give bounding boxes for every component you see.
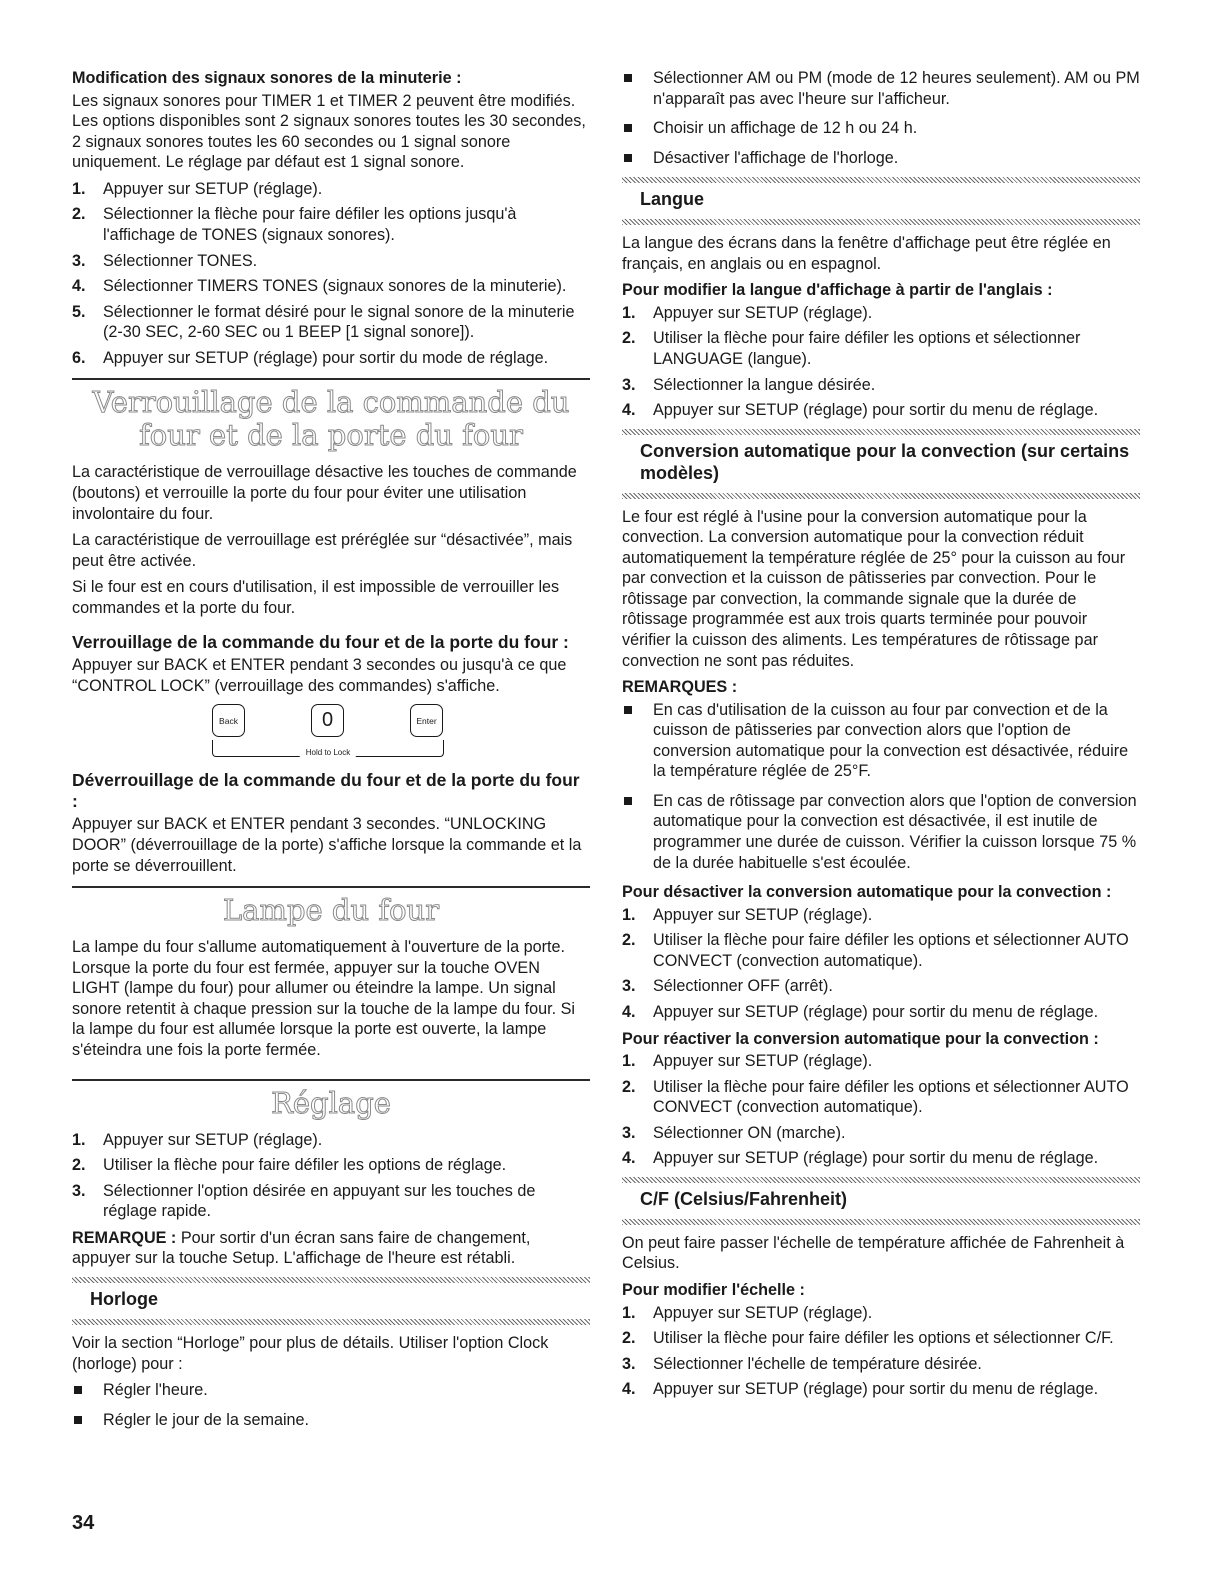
step-text: Sélectionner l'échelle de température désirée.: [653, 1354, 982, 1373]
step-item: [622, 1077, 1140, 1118]
bullet-item: [622, 700, 1140, 782]
step-text: Appuyer sur SETUP (réglage).: [103, 1130, 323, 1149]
bullet-item: [72, 1380, 590, 1401]
bullet-item: [622, 148, 1140, 169]
step-item: [72, 1181, 590, 1222]
zero-key: [311, 704, 344, 737]
bullet-text: Désactiver l'affichage de l'horloge.: [653, 148, 899, 167]
step-number: 3.: [622, 1354, 636, 1373]
zero-key-label: 0: [321, 709, 334, 732]
step-text: Utiliser la flèche pour faire défiler les options et sélectionner AUTO CONVECT (convection automatique).: [653, 931, 1129, 970]
square-bullet-icon: [74, 1386, 82, 1394]
lock-paragraph-2: La caractéristique de verrouillage est préréglée sur “désactivée”, mais peut être activée.: [72, 531, 573, 570]
convection-notes: [622, 700, 1140, 874]
step-item: [622, 1328, 1140, 1349]
back-key: [212, 704, 245, 737]
step-text: Appuyer sur SETUP (réglage).: [653, 1303, 873, 1322]
step-text: Appuyer sur SETUP (réglage) pour sortir du mode de réglage.: [103, 348, 549, 367]
step-item: [72, 276, 590, 297]
step-item: [622, 1354, 1140, 1375]
bullet-text: Régler l'heure.: [103, 1381, 208, 1400]
celsius-fahrenheit-steps: [622, 1303, 1140, 1400]
step-number: 2.: [622, 329, 636, 348]
bullet-item: [622, 791, 1140, 873]
convection-section-title: Conversion automatique pour la convection (sur certains modèles): [640, 440, 1130, 483]
convection-off-heading: Pour désactiver la conversion automatique pour la convection :: [622, 883, 1112, 902]
step-text: Sélectionner la flèche pour faire défiler les options jusqu'à l'affichage de TONES (signaux sonores).: [103, 205, 517, 244]
section-divider: [72, 1079, 590, 1081]
step-text: Appuyer sur SETUP (réglage).: [103, 179, 323, 198]
lamp-section-title: Lampe du four: [222, 893, 440, 928]
language-section-title: Langue: [640, 189, 705, 210]
bullet-text: En cas d'utilisation de la cuisson au four par convection et de la cuisson de pâtisseries par convection alors que l'option de conversion automatique pour la convection est désactivée, réduire la température réglée de 25°F.: [653, 700, 1129, 781]
page-number: 34: [72, 1512, 95, 1534]
back-key-label: Back: [219, 715, 238, 726]
step-item: [622, 1303, 1140, 1324]
step-text: Sélectionner la langue désirée.: [653, 375, 876, 394]
setup-note: [72, 1228, 590, 1269]
lamp-paragraph: La lampe du four s'allume automatiquement à l'ouverture de la porte. Lorsque la porte du four est fermée, appuyer sur la touche OVEN LIGHT (lampe du four) pour allumer ou éteindre la lampe. Un signal sonore retentit à chaque pression sur la touche de la lampe du four. Si la lampe du four est allumée lorsque la porte est ouverte, la lampe s'éteindra une fois la porte fermée.: [72, 938, 576, 1060]
convection-on-steps: [622, 1051, 1140, 1169]
step-number: 2.: [622, 1077, 636, 1096]
step-number: 1.: [622, 1052, 636, 1071]
step-text: Sélectionner TONES.: [103, 251, 258, 270]
bullet-item: [622, 68, 1140, 109]
step-number: 4.: [622, 1002, 636, 1021]
step-text: Appuyer sur SETUP (réglage).: [653, 1052, 873, 1071]
step-number: 1.: [72, 179, 86, 198]
step-item: [622, 1002, 1140, 1023]
step-number: 2.: [72, 205, 86, 224]
step-text: Appuyer sur SETUP (réglage) pour sortir du menu de réglage.: [653, 1149, 1099, 1168]
convection-on-heading: Pour réactiver la conversion automatique pour la convection :: [622, 1029, 1099, 1048]
square-bullet-icon: [74, 1416, 82, 1424]
control-keys-illustration: [72, 704, 590, 762]
celsius-fahrenheit-paragraph: On peut faire passer l'échelle de température affichée de Fahrenheit à Celsius.: [622, 1233, 1125, 1273]
language-heading: Pour modifier la langue d'affichage à partir de l'anglais :: [622, 281, 1053, 300]
celsius-fahrenheit-section-title: C/F (Celsius/Fahrenheit): [640, 1188, 848, 1209]
step-number: 6.: [72, 348, 86, 367]
step-text: Sélectionner OFF (arrêt).: [653, 977, 833, 996]
step-number: 3.: [622, 375, 636, 394]
step-text: Utiliser la flèche pour faire défiler les options et sélectionner LANGUAGE (langue).: [653, 329, 1081, 369]
step-number: 1.: [622, 303, 636, 322]
lock-paragraph-1: La caractéristique de verrouillage désactive les touches de commande (boutons) et verrouille la porte du four pour éviter une utilisation involontaire du four.: [72, 463, 577, 523]
hatched-rule: [72, 1277, 590, 1283]
step-text: Utiliser la flèche pour faire défiler les options de réglage.: [103, 1156, 507, 1175]
step-item: [72, 179, 590, 200]
convection-notes-heading: REMARQUES :: [622, 678, 738, 697]
step-text: Appuyer sur SETUP (réglage) pour sortir du menu de réglage.: [653, 1002, 1099, 1021]
lock-instructions: Appuyer sur BACK et ENTER pendant 3 secondes ou jusqu'à ce que “CONTROL LOCK” (verrouillage des commandes) s'affiche.: [72, 656, 567, 695]
step-number: 3.: [72, 251, 86, 270]
step-item: [622, 400, 1140, 421]
bullet-text: Régler le jour de la semaine.: [103, 1410, 310, 1429]
timer-tones-heading: Modification des signaux sonores de la minuterie :: [72, 69, 462, 87]
setup-note-text: Pour sortir d'un écran sans faire de changement, appuyer sur la touche Setup. L'affichage de l'heure est rétabli.: [72, 1228, 531, 1268]
step-number: 3.: [622, 1123, 636, 1142]
step-number: 2.: [622, 931, 636, 950]
hold-to-lock-label: Hold to Lock: [300, 748, 356, 758]
clock-options-right: [622, 68, 1140, 168]
step-number: 4.: [622, 401, 636, 420]
clock-options-left: [72, 1380, 590, 1430]
convection-off-steps: [622, 905, 1140, 1023]
step-number: 4.: [72, 277, 86, 296]
celsius-fahrenheit-heading: Pour modifier l'échelle :: [622, 1281, 805, 1299]
lock-section-title: Verrouillage de la commande du four et de la porte du four: [92, 385, 570, 453]
hatched-rule: [622, 177, 1140, 183]
unlock-instructions: Appuyer sur BACK et ENTER pendant 3 secondes. “UNLOCKING DOOR” (déverrouillage de la porte) s'affiche lorsque la commande et la porte se déverrouillent.: [72, 815, 582, 875]
step-item: [72, 348, 590, 369]
step-item: [622, 328, 1140, 369]
left-column: [72, 68, 590, 1439]
step-text: Sélectionner l'option désirée en appuyant sur les touches de réglage rapide.: [103, 1181, 536, 1221]
hatched-rule: [622, 1219, 1140, 1225]
square-bullet-icon: [624, 154, 632, 162]
square-bullet-icon: [624, 706, 632, 714]
bullet-item: [72, 1410, 590, 1431]
step-item: [72, 251, 590, 272]
setup-note-label: REMARQUE :: [72, 1228, 177, 1247]
square-bullet-icon: [624, 124, 632, 132]
bullet-text: Sélectionner AM ou PM (mode de 12 heures seulement). AM ou PM n'apparaît pas avec l'heure sur l'afficheur.: [653, 69, 1140, 108]
hold-bracket: [212, 740, 444, 757]
bullet-item: [622, 118, 1140, 139]
step-item: [622, 905, 1140, 926]
setup-steps: [72, 1130, 590, 1222]
step-item: [622, 1123, 1140, 1144]
hatched-rule: [622, 219, 1140, 225]
step-item: [622, 930, 1140, 971]
unlock-subheading: Déverrouillage de la commande du four et de la porte du four :: [72, 770, 580, 812]
bullet-text: Choisir un affichage de 12 h ou 24 h.: [653, 119, 918, 138]
step-number: 2.: [622, 1329, 636, 1348]
language-steps: [622, 303, 1140, 421]
clock-section-title: Horloge: [90, 1289, 159, 1309]
step-item: [622, 303, 1140, 324]
step-item: [622, 976, 1140, 997]
hatched-rule: [622, 493, 1140, 499]
setup-section-title: Réglage: [271, 1085, 391, 1120]
step-text: Appuyer sur SETUP (réglage).: [653, 303, 873, 322]
right-column: [622, 68, 1140, 1406]
step-item: [622, 1051, 1140, 1072]
step-number: 3.: [622, 977, 636, 996]
step-text: Appuyer sur SETUP (réglage) pour sortir du menu de réglage.: [653, 401, 1099, 420]
lock-subheading: Verrouillage de la commande du four et de la porte du four :: [72, 632, 569, 653]
enter-key: [410, 704, 443, 737]
step-text: Appuyer sur SETUP (réglage).: [653, 905, 873, 924]
section-divider: [72, 886, 590, 888]
step-item: [622, 1379, 1140, 1400]
step-item: [72, 1155, 590, 1176]
convection-paragraph: Le four est réglé à l'usine pour la conversion automatique pour la convection. La conversion automatique pour la convection réduit automatiquement la température réglée de 25° pour la cuisson au four par convection et la cuisson de pâtisseries par convection. Pour le rôtissage par convection, la commande signale que la durée de rôtissage programmée est aux trois quarts terminée pour pouvoir vérifier la cuisson des aliments. Les températures de rôtissage par convection ne sont pas réduites.: [622, 507, 1126, 670]
step-item: [622, 375, 1140, 396]
hatched-rule: [72, 1319, 590, 1325]
step-item: [72, 204, 590, 245]
hatched-rule: [622, 1177, 1140, 1183]
step-number: 1.: [622, 1303, 636, 1322]
step-item: [72, 1130, 590, 1151]
step-number: 2.: [72, 1156, 86, 1175]
step-number: 1.: [622, 905, 636, 924]
step-text: Appuyer sur SETUP (réglage) pour sortir du menu de réglage.: [653, 1380, 1099, 1399]
step-text: Utiliser la flèche pour faire défiler les options et sélectionner AUTO CONVECT (convection automatique).: [653, 1077, 1129, 1117]
step-number: 4.: [622, 1149, 636, 1168]
lock-paragraph-3: Si le four est en cours d'utilisation, il est impossible de verrouiller les commandes et la porte du four.: [72, 578, 560, 617]
step-text: Utiliser la flèche pour faire défiler les options et sélectionner C/F.: [653, 1329, 1114, 1348]
step-text: Sélectionner ON (marche).: [653, 1123, 846, 1142]
step-number: 3.: [72, 1181, 86, 1200]
clock-paragraph: Voir la section “Horloge” pour plus de détails. Utiliser l'option Clock (horloge) pour :: [72, 1333, 549, 1373]
timer-tones-steps: [72, 179, 590, 369]
square-bullet-icon: [624, 74, 632, 82]
hatched-rule: [622, 429, 1140, 435]
section-divider: [72, 378, 590, 380]
enter-key-label: Enter: [416, 715, 437, 726]
step-item: [622, 1148, 1140, 1169]
bullet-text: En cas de rôtissage par convection alors que l'option de conversion automatique pour la convection est désactivée, il est inutile de programmer une durée de cuisson. Vérifier la cuisson lorsque 75 % de la durée habituelle s'est écoulée.: [653, 791, 1137, 872]
square-bullet-icon: [624, 797, 632, 805]
step-text: Sélectionner TIMERS TONES (signaux sonores de la minuterie).: [103, 277, 567, 296]
step-text: Sélectionner le format désiré pour le signal sonore de la minuterie (2-30 SEC, 2-60 SEC ou 1 BEEP [1 signal sonore]).: [103, 302, 575, 342]
language-paragraph: La langue des écrans dans la fenêtre d'affichage peut être réglée en français, en anglais ou en espagnol.: [622, 234, 1111, 273]
timer-tones-intro: Les signaux sonores pour TIMER 1 et TIMER 2 peuvent être modifiés. Les options disponibles sont 2 signaux sonores toutes les 30 secondes, 2 signaux sonores toutes les 60 secondes ou 1 signal sonore uniquement. Le réglage par défaut est 1 signal sonore.: [72, 91, 586, 172]
step-number: 4.: [622, 1380, 636, 1399]
step-number: 1.: [72, 1130, 86, 1149]
step-item: [72, 302, 590, 343]
step-number: 5.: [72, 302, 86, 321]
